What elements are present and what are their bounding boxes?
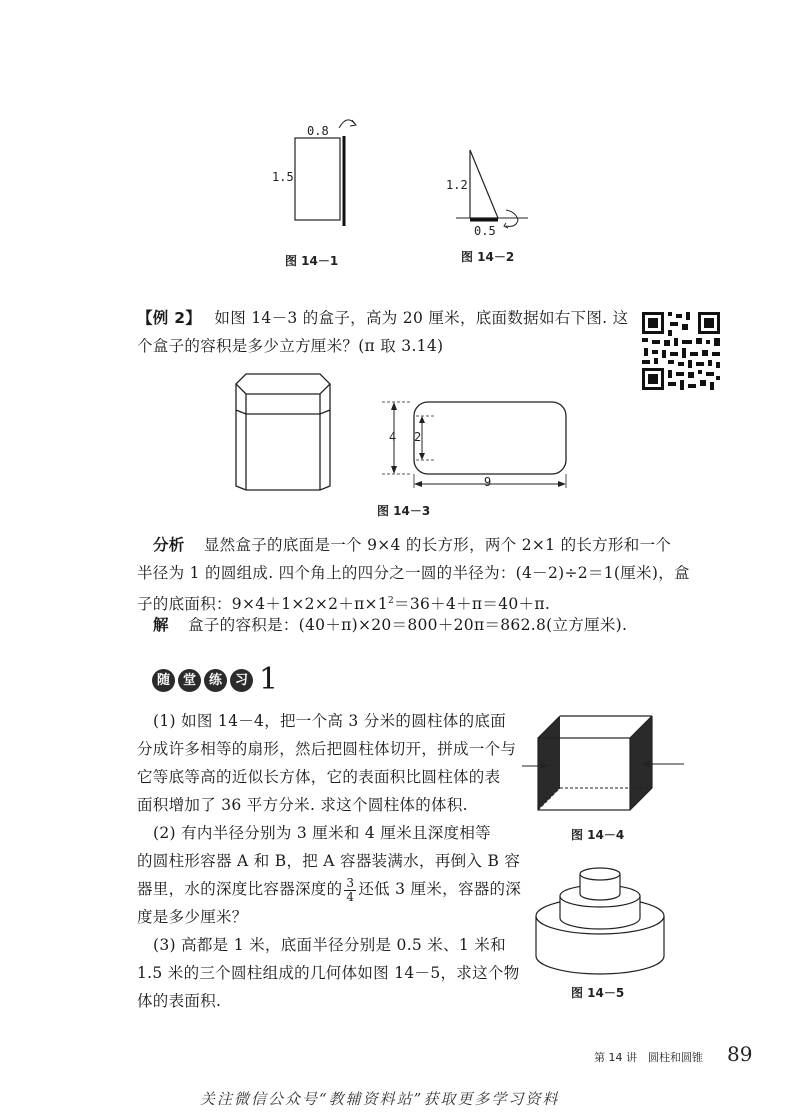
- practice-badge-3: 练: [204, 669, 227, 692]
- example2-line2: 个盒子的容积是多少立方厘米？(π 取 3.14): [137, 337, 444, 355]
- fig14-1-caption: 图 14－1: [285, 254, 339, 268]
- q3-line2: 1.5 米的三个圆柱组成的几何体如图 14－5，求这个物: [137, 964, 520, 982]
- practice-badge-2: 堂: [178, 669, 201, 692]
- page-number: 89: [727, 1042, 753, 1066]
- solution-line: 解 盒子的容积是：(40＋π)×20＝800＋20π＝862.8(立方厘米).: [153, 616, 628, 634]
- q1-line1: (1) 如图 14－4，把一个高 3 分米的圆柱体的底面: [153, 712, 507, 730]
- fig14-3-width-label: 9: [484, 475, 492, 489]
- practice-badge-1: 随: [152, 669, 175, 692]
- practice-number: 1: [259, 662, 279, 697]
- analysis-label: 分析: [153, 536, 185, 554]
- fig14-2-caption: 图 14－2: [461, 250, 515, 264]
- analysis-line3: 子的底面积：$9\times 4+1\times 2\times 2+\pi\times 1^2=36+4+\pi=40+\pi$.: [137, 595, 551, 614]
- q2-line2: 的圆柱形容器 A 和 B，把 A 容器装满水，再倒入 B 容: [137, 852, 521, 870]
- q1-line3: 它等底等高的近似长方体，它的表面积比圆柱体的表: [137, 768, 501, 786]
- fig14-2-bottom-label: 0.5: [474, 224, 496, 238]
- practice-header: [152, 662, 279, 697]
- fig14-1-top-label: 0.8: [307, 124, 329, 138]
- footer-chapter: 第 14 讲 圆柱和圆锥: [594, 1051, 703, 1064]
- analysis-line2: 半径为 1 的圆组成. 四个角上的四分之一圆的半径为：(4－2)÷2＝1(厘米)，盒: [137, 564, 690, 582]
- analysis-line1: 分析 显然盒子的底面是一个 9×4 的长方形，两个 2×1 的长方形和一个: [153, 536, 672, 554]
- q3-line1: (3) 高都是 1 米，底面半径分别是 0.5 米、1 米和: [153, 936, 506, 954]
- q1-line2: 分成许多相等的扇形，然后把圆柱体切开，拼成一个与: [137, 740, 517, 758]
- figure-14-5: [530, 858, 670, 980]
- fig14-2-left-label: 1.2: [446, 178, 468, 192]
- figure-14-4: [520, 708, 690, 823]
- practice-badge-4: 习: [230, 669, 253, 692]
- fig14-4-caption: 图 14－4: [571, 828, 625, 842]
- fraction-three-quarters: $\frac{3}{4}$: [346, 875, 355, 904]
- figure-14-3: [226, 370, 586, 500]
- fig14-1-left-label: 1.5: [272, 170, 294, 184]
- example2-tag: 【例 2】: [137, 309, 202, 327]
- q1-line4: 面积增加了 36 平方分米. 求这个圆柱体的体积.: [137, 796, 468, 814]
- solution-label: 解: [153, 616, 169, 634]
- q2-line3: 器里，水的深度比容器深度的 $\frac{3}{4}$ 还低 3 厘米，容器的深: [137, 875, 522, 904]
- q3-line3: 体的表面积.: [137, 992, 222, 1010]
- watermark-text: 关注微信公众号“教辅资料站”获取更多学习资料: [200, 1090, 560, 1108]
- fig14-3-caption: 图 14－3: [377, 504, 431, 518]
- fig14-5-caption: 图 14－5: [571, 986, 625, 1000]
- example2-line1: 【例 2】 如图 14－3 的盒子，高为 20 厘米，底面数据如右下图. 这: [137, 309, 629, 327]
- qr-code: [640, 310, 722, 392]
- fig14-3-height-label: 4: [389, 430, 397, 444]
- q2-line4: 度是多少厘米？: [137, 908, 248, 926]
- q2-line1: (2) 有内半径分别为 3 厘米和 4 厘米且深度相等: [153, 824, 491, 842]
- fig14-3-inner-label: 2: [414, 430, 422, 444]
